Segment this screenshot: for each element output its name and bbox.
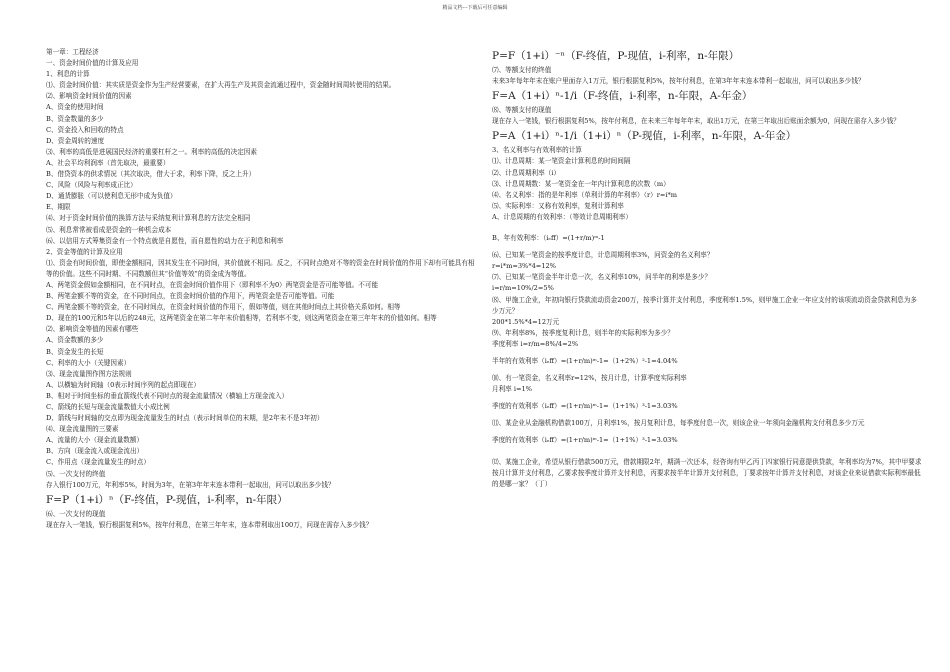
text-line: 季度的有效利率（iₑff）=(1+r/m)ᵐ-1=（1+1%）³-1=3.03%	[492, 402, 678, 411]
text-line: A、以横轴为时间轴（0表示时间序列的起点即现在）	[46, 380, 201, 389]
text-line: ⑾、某企业从金融机构借款100万，月利率1%，按月复利计息，每季度付息一次，则该企业一年须向金融机构支付利息多少万元	[492, 419, 865, 428]
right-column	[492, 47, 922, 490]
text-line: B、年有效利率：（iₑff）=(1+r/m)ᵐ-1	[492, 234, 605, 243]
text-line: ⑶、利率的高低是进展国民经济的重要杠杆之一。利率的高低的决定因素	[46, 147, 257, 156]
text-line: ⑽、有一笔资金，名义利率r=12%，按月计息，计算季度实际利率	[492, 374, 687, 383]
text-line: 半年的有效利率（iₑff）=(1+r/m)ᵐ-1=（1+2%）²-1=4.04%	[492, 356, 678, 365]
spacer	[492, 447, 922, 457]
text-line: C、利率的大小（关键因素）	[46, 358, 131, 367]
text-line: ⑹、已知某一笔资金的按季度计息，计息周期利率3%，问资金的名义利率？	[492, 251, 714, 260]
text-line: ⑸、利息常常被看成是资金的一种机会成本	[46, 225, 172, 234]
text-line: 现在存入一笔钱，银行根据复利5%，按年付利息，在未来三年每年年末，取出1万元，在第三年取出后账面余额为0，问现在需存入多少钱？	[492, 117, 900, 126]
text-line: 季度的有效利率（iₑff）=(1+r/m)ᵐ-1=（1+1%）³-1=3.03%	[492, 436, 678, 445]
text-line: ⑺、已知某一笔资金半年计息一次，名义利率10%，问半年的利率是多少？	[492, 273, 712, 282]
text-line: ⑵、影响资金等值的因素有哪些	[46, 325, 139, 334]
text-line: 存入银行100万元，年利率5%，时间为3年，在第3年年末连本带利一起取出，问可以取出多少钱？	[46, 480, 335, 489]
text-line: C、箭线的长短与现金流量数值大小成比例	[46, 403, 170, 411]
text-line: C、两笔金额不等的资金，在不同时间点，在资金时间价值的作用下，假如等值，则在其他时间点上其价格关系如何。相等	[46, 303, 401, 312]
text-line: ⑸、实际利率：又称有效利率，复利计算利率	[492, 201, 624, 210]
text-line: ⑷、对于资金时间价值的换算方法与采纳复利计算利息的方法完全相同	[46, 214, 251, 223]
text-line: 3、名义利率与有效利率的计算	[492, 146, 582, 155]
text-line: ⑴、计息周期：某一笔资金计算利息的时间间隔	[492, 157, 631, 166]
text-line: E、期限	[46, 203, 71, 212]
text-line: ⑹、一次支付的现值	[46, 509, 106, 518]
text-line: A、资金数额的多少	[46, 336, 104, 345]
text-line: 1、利息的计算	[46, 70, 90, 79]
text-line: i=r/m=10%/2=5%	[492, 284, 554, 293]
text-line: ⑿、某施工企业，希望从银行借款500万元，借款期限2年，期满一次还本，经咨询有甲乙丙丁四家银行同意提供贷款，年利率均为7%，其中甲要求按月计算并支付利息，乙要求按季度计算并支付利息，丙要求按半年计算并支付利息，丁要求按年计算并支付利息，对该企业来说借款实际利率最低的是哪一家？（丁）	[492, 457, 922, 488]
text-line: ⑷、名义利率：指的是年利率（单利计算的年利率）（r）r=i*m	[492, 190, 678, 199]
text-line: ⑸、一次支付的终值	[46, 469, 106, 478]
text-line: ⑺、等额支付的终值	[492, 66, 552, 74]
formula-line: F=P（1+i）ⁿ（F-终值，P-现值，i-利率，n-年限）	[46, 493, 288, 506]
text-line: B、借贷资本的供求情况（其次取决，借大于求，利率下降，反之上升）	[46, 170, 256, 179]
text-line: D、资金周转的速度	[46, 136, 105, 145]
text-line: B、资金发生的长短	[46, 347, 104, 356]
text-line: ⑶、计息周期数：某一笔资金在一年内计算利息的次数（m）	[492, 179, 670, 188]
text-line: A、流量的大小（现金流量数额）	[46, 436, 144, 445]
text-line: B、相对于时间坐标的垂直箭线代表不同时点的现金流量情况（横轴上方现金流入）	[46, 391, 289, 400]
left-column	[46, 47, 478, 531]
text-line: A、计息周期的有效利率：（等效计息周期利率）	[492, 212, 632, 221]
spacer	[492, 223, 922, 233]
text-line: 2、资金等值的计算及应用	[46, 247, 123, 256]
text-line: ⑶、现金流量图作图方法规则	[46, 369, 132, 378]
text-line: A、社会平均利润率（首先取决，最重要）	[46, 158, 170, 167]
text-line: ⑷、现金流量图的三要素	[46, 425, 119, 434]
formula-line: P=F（1+i）⁻ⁿ（F-终值，P-现值，i-利率，n-年限）	[492, 50, 740, 62]
text-line: r=i*m=3%*4=12%	[492, 262, 556, 271]
text-line: ⑹、以信用方式筹集资金有一个特点就是自愿性，而自愿性的动力在于利息和利率	[46, 236, 284, 245]
text-line: ⑴、资金有时间价值，即使金额相同，因其发生在不同时间，其价值就不相同。反之，不同时点绝对不等的资金在时间价值的作用下却有可能具有相等的价值。这些不同时期、不同数额但其“价值等效”的资金成为等值。	[46, 258, 475, 278]
text-line: ⑵、影响资金时间价值的因素	[46, 92, 132, 101]
formula-line: F=A（1+i）ⁿ-1/i（F-终值，i-利率，n-年限，A-年金）	[492, 90, 753, 103]
text-line: 现在存入一笔钱，银行根据复利5%，按年付利息，在第三年年末，连本带利取出100万，问现在需存入多少钱？	[46, 520, 373, 529]
text-line: D、通货膨胀（可以使利息无形中成为负值）	[46, 192, 177, 201]
text-line: A、资金的使用时间	[46, 103, 104, 112]
text-line: C、风险（风险与利率成正比）	[46, 181, 137, 190]
text-line: 月利率 i=1%	[492, 385, 532, 394]
text-line: C、作用点（现金流量发生的时点）	[46, 458, 150, 467]
text-line: ⑻、等额支付的现值	[492, 106, 552, 115]
text-line: ⑵、计息周期利率（i）	[492, 168, 561, 177]
text-line: D、箭线与时间轴的交点即为现金流量发生的时点（表示时间单位的末期，是2年末不是3年初）	[46, 414, 324, 423]
text-line: A、两笔资金假如金额相同，在不同时点，在资金时间价值作用下（即利率不为0）两笔资金是否可能等值。不可能	[46, 280, 379, 289]
text-line: D、现在的100元和5年以后的248元，这两笔资金在第二年年末价值相等，若利率不变，则这两笔资金在第三年年末的价值如何。相等	[46, 314, 437, 323]
formula-line: P=A（1+i）ⁿ-1/i（1+i）ⁿ（P-现值，i-利率，n-年限，A-年金）	[492, 130, 797, 143]
text-line: 未来3年每年年末在账户里面存入1万元，银行根据复利5%，按年付利息，在第3年年末连本带利一起取出，问可以取出多少钱？	[492, 77, 865, 86]
text-line: 第一章：工程经济	[46, 48, 99, 56]
text-line: ⑴、资金时间价值：其实质是资金作为生产经营要素，在扩大再生产及其资金流通过程中，资金随时间周转使用的结果。	[46, 81, 396, 90]
text-line: B、资金数量的多少	[46, 114, 104, 123]
text-line: ⑼、年利率8%，按季度复利计息，则半年的实际利率为多少？	[492, 328, 674, 337]
text-line: 季度利率 i=r/m=8%/4=2%	[492, 339, 579, 348]
text-line: B、两笔金额不等的资金，在不同时间点，在资金时间价值的作用下，两笔资金是否可能等值。可能	[46, 292, 335, 301]
text-line: 200*1.5%*4=12万元	[492, 317, 560, 326]
page-header: 精品文档---下载后可任意编辑	[442, 5, 508, 11]
text-line: B、方向（现金流入或现金流出）	[46, 447, 144, 456]
text-line: ⑻、甲施工企业，年初向银行贷款流动资金200万，按季计算并支付利息，季度利率1.5%，则甲施工企业一年应支付的该项流动资金贷款利息为多少万元？	[492, 295, 917, 315]
text-line: 一、资金时间价值的计算及应用	[46, 59, 139, 68]
text-line: C、资金投入和回收的特点	[46, 125, 124, 134]
